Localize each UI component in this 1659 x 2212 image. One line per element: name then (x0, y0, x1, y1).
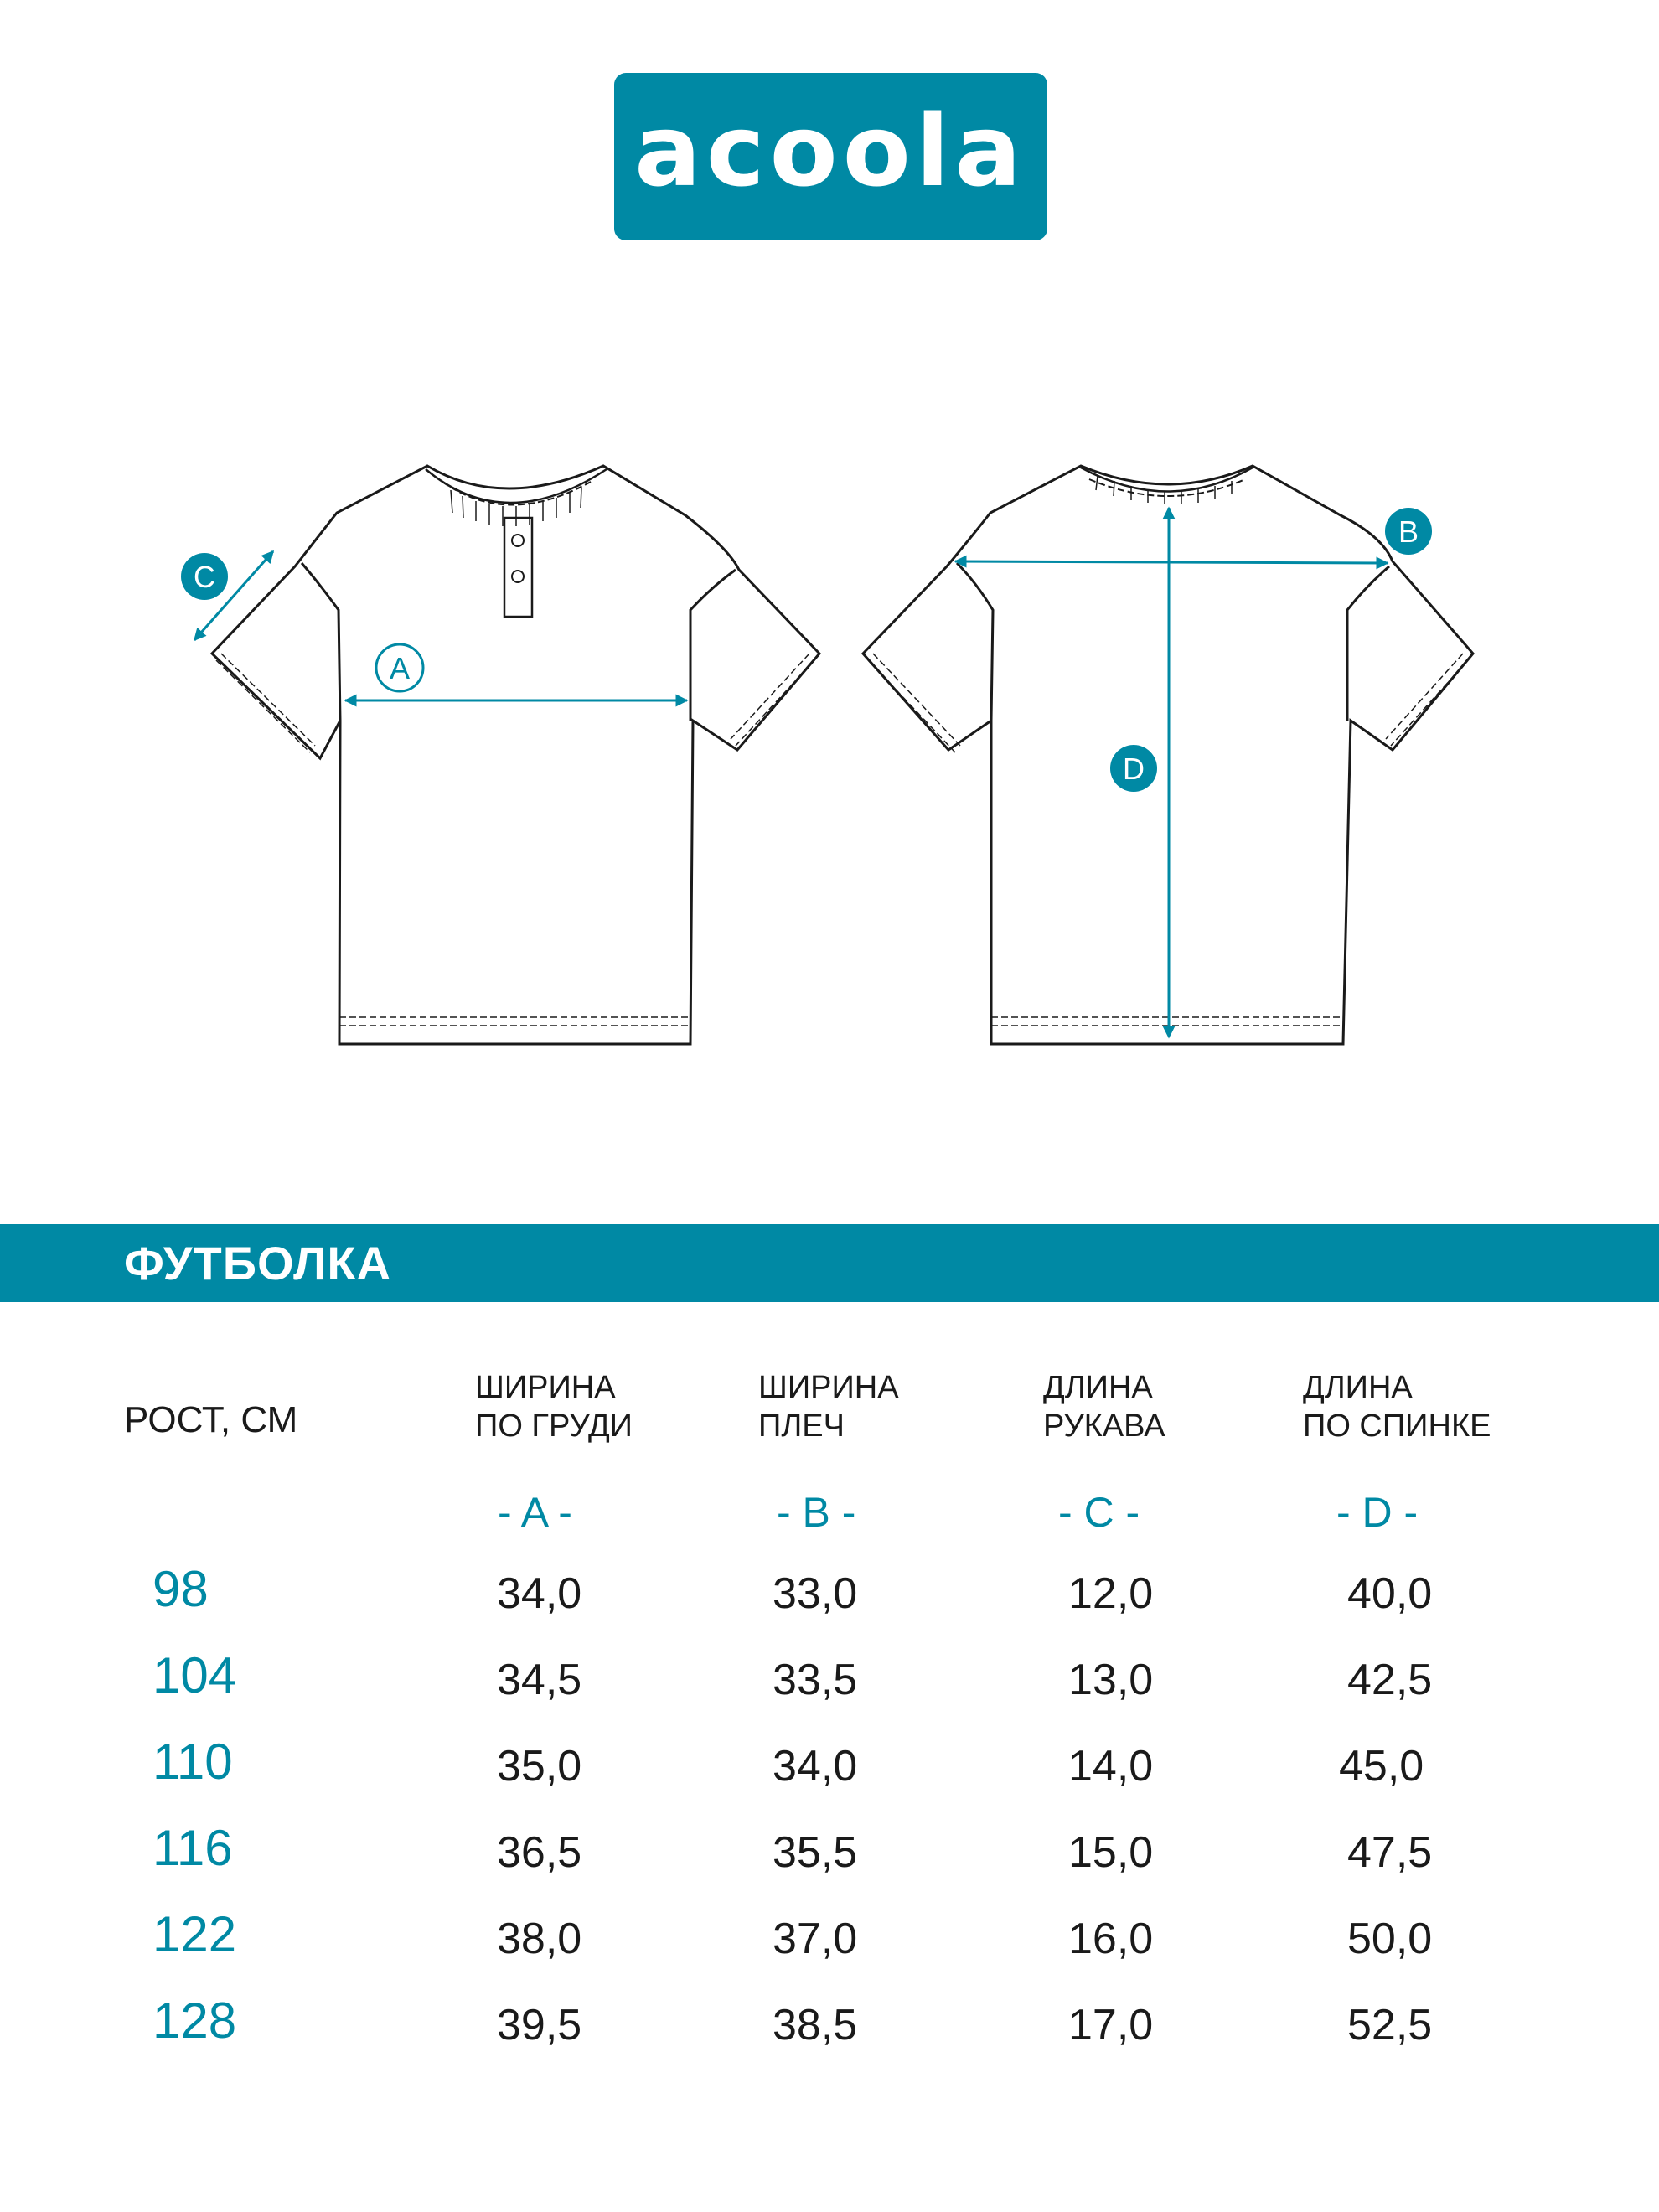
table-row-size: 128 (152, 1992, 237, 2049)
table-cell: 38,5 (773, 2001, 858, 2049)
table-row-size: 110 (152, 1734, 233, 1790)
height-header: РОСТ, СМ (124, 1399, 298, 1440)
table-row-size: 104 (152, 1647, 237, 1703)
svg-text:B: B (1398, 514, 1419, 549)
table-cell: 45,0 (1339, 1742, 1424, 1791)
column-letter-b: - B - (777, 1489, 856, 1536)
table-cell: 17,0 (1068, 2001, 1154, 2049)
table-cell: 36,5 (497, 1828, 582, 1877)
table-cell: 13,0 (1068, 1656, 1154, 1704)
table-cell: 34,0 (773, 1742, 858, 1791)
table-cell: 50,0 (1347, 1915, 1433, 1963)
measure-b-label (1385, 508, 1432, 555)
table-cell: 34,5 (497, 1656, 582, 1704)
column-header-d: ДЛИНА ПО СПИНКЕ (1303, 1370, 1491, 1444)
table-cell: 38,0 (497, 1915, 582, 1963)
tshirt-diagram (0, 402, 1659, 1072)
table-cell: 35,0 (497, 1742, 582, 1791)
measure-d-label (1110, 745, 1157, 792)
column-header-b: ШИРИНА ПЛЕЧ (758, 1370, 899, 1444)
measure-c-label (181, 553, 228, 600)
svg-text:A: A (389, 651, 411, 685)
measure-a-label (376, 644, 423, 691)
table-cell: 35,5 (773, 1828, 858, 1877)
table-row-size: 116 (152, 1820, 233, 1876)
column-letter-d: - D - (1336, 1489, 1419, 1536)
brand-logo-text: acoola (634, 93, 1026, 209)
table-cell: 33,5 (773, 1656, 858, 1704)
tshirt-front (212, 466, 819, 1044)
column-letter-c: - C - (1058, 1489, 1140, 1536)
measure-b-line (955, 561, 1388, 563)
brand-logo-mark (614, 73, 1047, 240)
table-row-size: 122 (152, 1906, 237, 1962)
table-cell: 34,0 (497, 1569, 582, 1618)
table-cell: 33,0 (773, 1569, 858, 1618)
svg-text:D: D (1123, 752, 1145, 786)
table-cell: 47,5 (1347, 1828, 1433, 1877)
table-cell: 14,0 (1068, 1742, 1154, 1791)
table-cell: 42,5 (1347, 1656, 1433, 1704)
svg-text:C: C (194, 560, 215, 594)
table-cell: 37,0 (773, 1915, 858, 1963)
table-cell: 52,5 (1347, 2001, 1433, 2049)
section-title: ФУТБОЛКА (124, 1237, 392, 1289)
table-row-size: 98 (152, 1561, 209, 1617)
table-cell: 12,0 (1068, 1569, 1154, 1618)
brand-logo (614, 73, 1047, 240)
table-cell: 15,0 (1068, 1828, 1154, 1877)
table-cell: 16,0 (1068, 1915, 1154, 1963)
section-band (0, 1224, 1659, 1302)
table-cell: 39,5 (497, 2001, 582, 2049)
column-header-c: ДЛИНА РУКАВА (1043, 1370, 1165, 1444)
table-cell: 40,0 (1347, 1569, 1433, 1618)
column-header-a: ШИРИНА ПО ГРУДИ (475, 1370, 633, 1444)
column-letter-a: - A - (498, 1489, 572, 1536)
